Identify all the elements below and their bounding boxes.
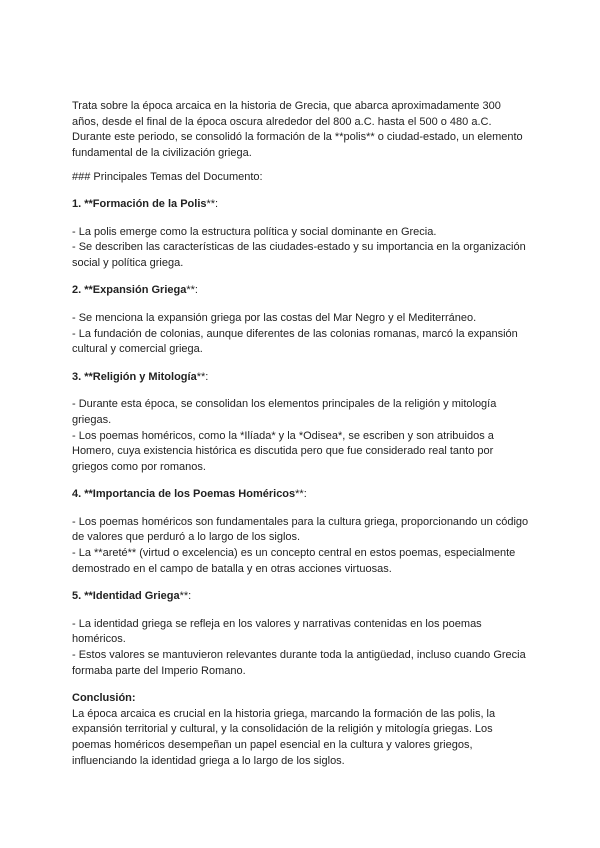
section-number: 2. ** xyxy=(72,284,93,297)
bullet-item: - La **areté** (virtud o excelencia) es un concepto central en estos poemas, especialmente demostrado en el campo de batalla y en otras acciones virtuosas. xyxy=(72,547,516,575)
bullet-item: - Se describen las características de las ciudades-estado y su importancia en la organización social y política griega. xyxy=(72,241,526,269)
bullet-item: - La fundación de colonias, aunque diferentes de las colonias romanas, marcó la expansión cultural y comercial griega. xyxy=(72,327,518,356)
bullet-item: - Los poemas homéricos son fundamentales para la cultura griega, proporcionando un código de valores que perduró a lo largo de los siglos. xyxy=(72,515,529,544)
intro-paragraph: Trata sobre la época arcaica en la historia de Grecia, que abarca aproximadamente 300 años, desde el final de la época oscura alrededor del 800 a.C. hasta el 500 o 480 a.C. Durante este periodo, se consolidó la formación de la **polis** o ciudad-estado, un elemento fundamental de la civilización griega. xyxy=(72,100,523,159)
section-title: Importancia de los Poemas Homéricos xyxy=(92,488,296,501)
section-heading xyxy=(72,370,530,386)
section-suffix: **: xyxy=(206,197,219,210)
bullet-item: - La identidad griega se refleja en los valores y narrativas contenidas en los poemas homéricos. xyxy=(72,617,482,646)
bullet-item: - La polis emerge como la estructura política y social dominante en Grecia. xyxy=(72,225,437,238)
section-heading xyxy=(72,589,530,605)
section-title: Identidad Griega xyxy=(92,590,180,603)
section-bullets xyxy=(72,617,530,679)
section-title: Expansión Griega xyxy=(92,284,187,297)
section-heading xyxy=(72,487,530,503)
conclusion-heading: Conclusión: xyxy=(72,692,136,705)
section-heading xyxy=(72,197,530,213)
section-number: 4. ** xyxy=(72,488,93,501)
section-number: 5. ** xyxy=(72,590,93,603)
section-title: Religión y Mitología xyxy=(92,370,197,383)
section-subtitle: ### Principales Temas del Documento: xyxy=(72,171,263,184)
section-suffix: **: xyxy=(186,284,198,297)
bullet-item: - Estos valores se mantuvieron relevantes durante toda la antigüedad, incluso cuando Grecia formaba parte del Imperio Romano. xyxy=(72,649,526,677)
bullet-item: - Los poemas homéricos, como la *Ilíada* y la *Odisea*, se escriben y son atribuidos a Homero, cuya existencia histórica es discutida pero que fue considerado real tanto por griegos como por romanos. xyxy=(72,429,494,473)
section-heading xyxy=(72,283,530,299)
bullet-item: - Durante esta época, se consolidan los elementos principales de la religión y mitología griegas. xyxy=(72,398,497,426)
section-bullets xyxy=(72,311,530,358)
section-bullets xyxy=(72,225,530,272)
section-number: 3. ** xyxy=(72,370,93,383)
bullet-item: - Se menciona la expansión griega por las costas del Mar Negro y el Mediterráneo. xyxy=(72,311,477,324)
section-bullets xyxy=(72,397,530,475)
conclusion-paragraph: La época arcaica es crucial en la historia griega, marcando la formación de las polis, la expansión territorial y cultural, y la consolidación de la religión y mitología griegas. Los poemas homéricos desempeñan un papel esencial en la cultura y valores griegos, influenciando la identidad griega a lo largo de los siglos. xyxy=(72,707,496,767)
section-suffix: **: xyxy=(179,590,192,603)
section-title: Formación de la Polis xyxy=(92,197,207,210)
section-number: 1. ** xyxy=(72,197,93,210)
document-body xyxy=(72,99,530,769)
section-bullets xyxy=(72,515,530,577)
section-suffix: **: xyxy=(196,370,209,383)
section-suffix: **: xyxy=(295,488,307,501)
